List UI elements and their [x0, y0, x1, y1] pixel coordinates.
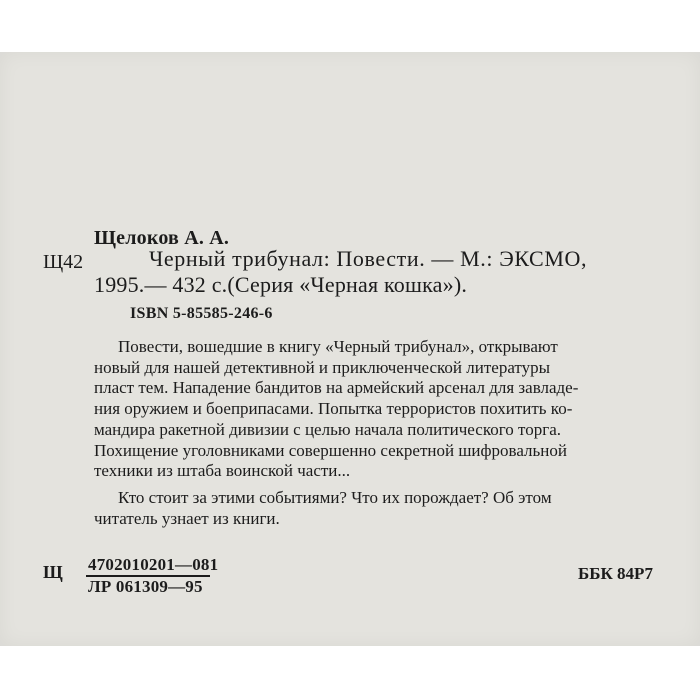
- annotation-line: мандира ракетной дивизии с целью начала политического торга.: [94, 419, 561, 439]
- index-code: Щ42: [43, 251, 84, 273]
- code-numerator: 4702010201—081: [88, 555, 219, 574]
- closing-paragraph: [94, 488, 660, 529]
- author-name: Щелоков А. А.: [94, 227, 230, 249]
- title-line-2: 1995.— 432 с.(Серия «Черная кошка»).: [94, 272, 468, 297]
- bbk-code: ББК 84Р7: [578, 564, 653, 583]
- title-line-1: Черный трибунал: Повести. — М.: ЭКСМО,: [149, 246, 588, 271]
- annotation-line: Похищение уголовниками совершенно секретной шифровальной: [94, 440, 567, 460]
- closing-line: Кто стоит за этими событиями? Что их порождает? Об этом: [118, 488, 552, 507]
- annotation-line: новый для нашей детективной и приключенческой литературы: [94, 357, 551, 377]
- closing-line: читатель узнает из книги.: [94, 508, 280, 528]
- annotation-line: ния оружием и боеприпасами. Попытка террористов похитить ко-: [94, 399, 573, 419]
- annotation-line: техники из штаба воинской части...: [94, 461, 351, 481]
- annotation-paragraph: [94, 337, 660, 482]
- annotation-line: пласт тем. Нападение бандитов на армейский арсенал для завладе-: [94, 378, 579, 398]
- annotation-line: Повести, вошедшие в книгу «Черный трибунал», открывают: [118, 337, 558, 356]
- isbn: ISBN 5-85585-246-6: [130, 305, 273, 322]
- code-letter: Щ: [43, 562, 63, 582]
- code-denominator: ЛР 061309—95: [88, 577, 203, 596]
